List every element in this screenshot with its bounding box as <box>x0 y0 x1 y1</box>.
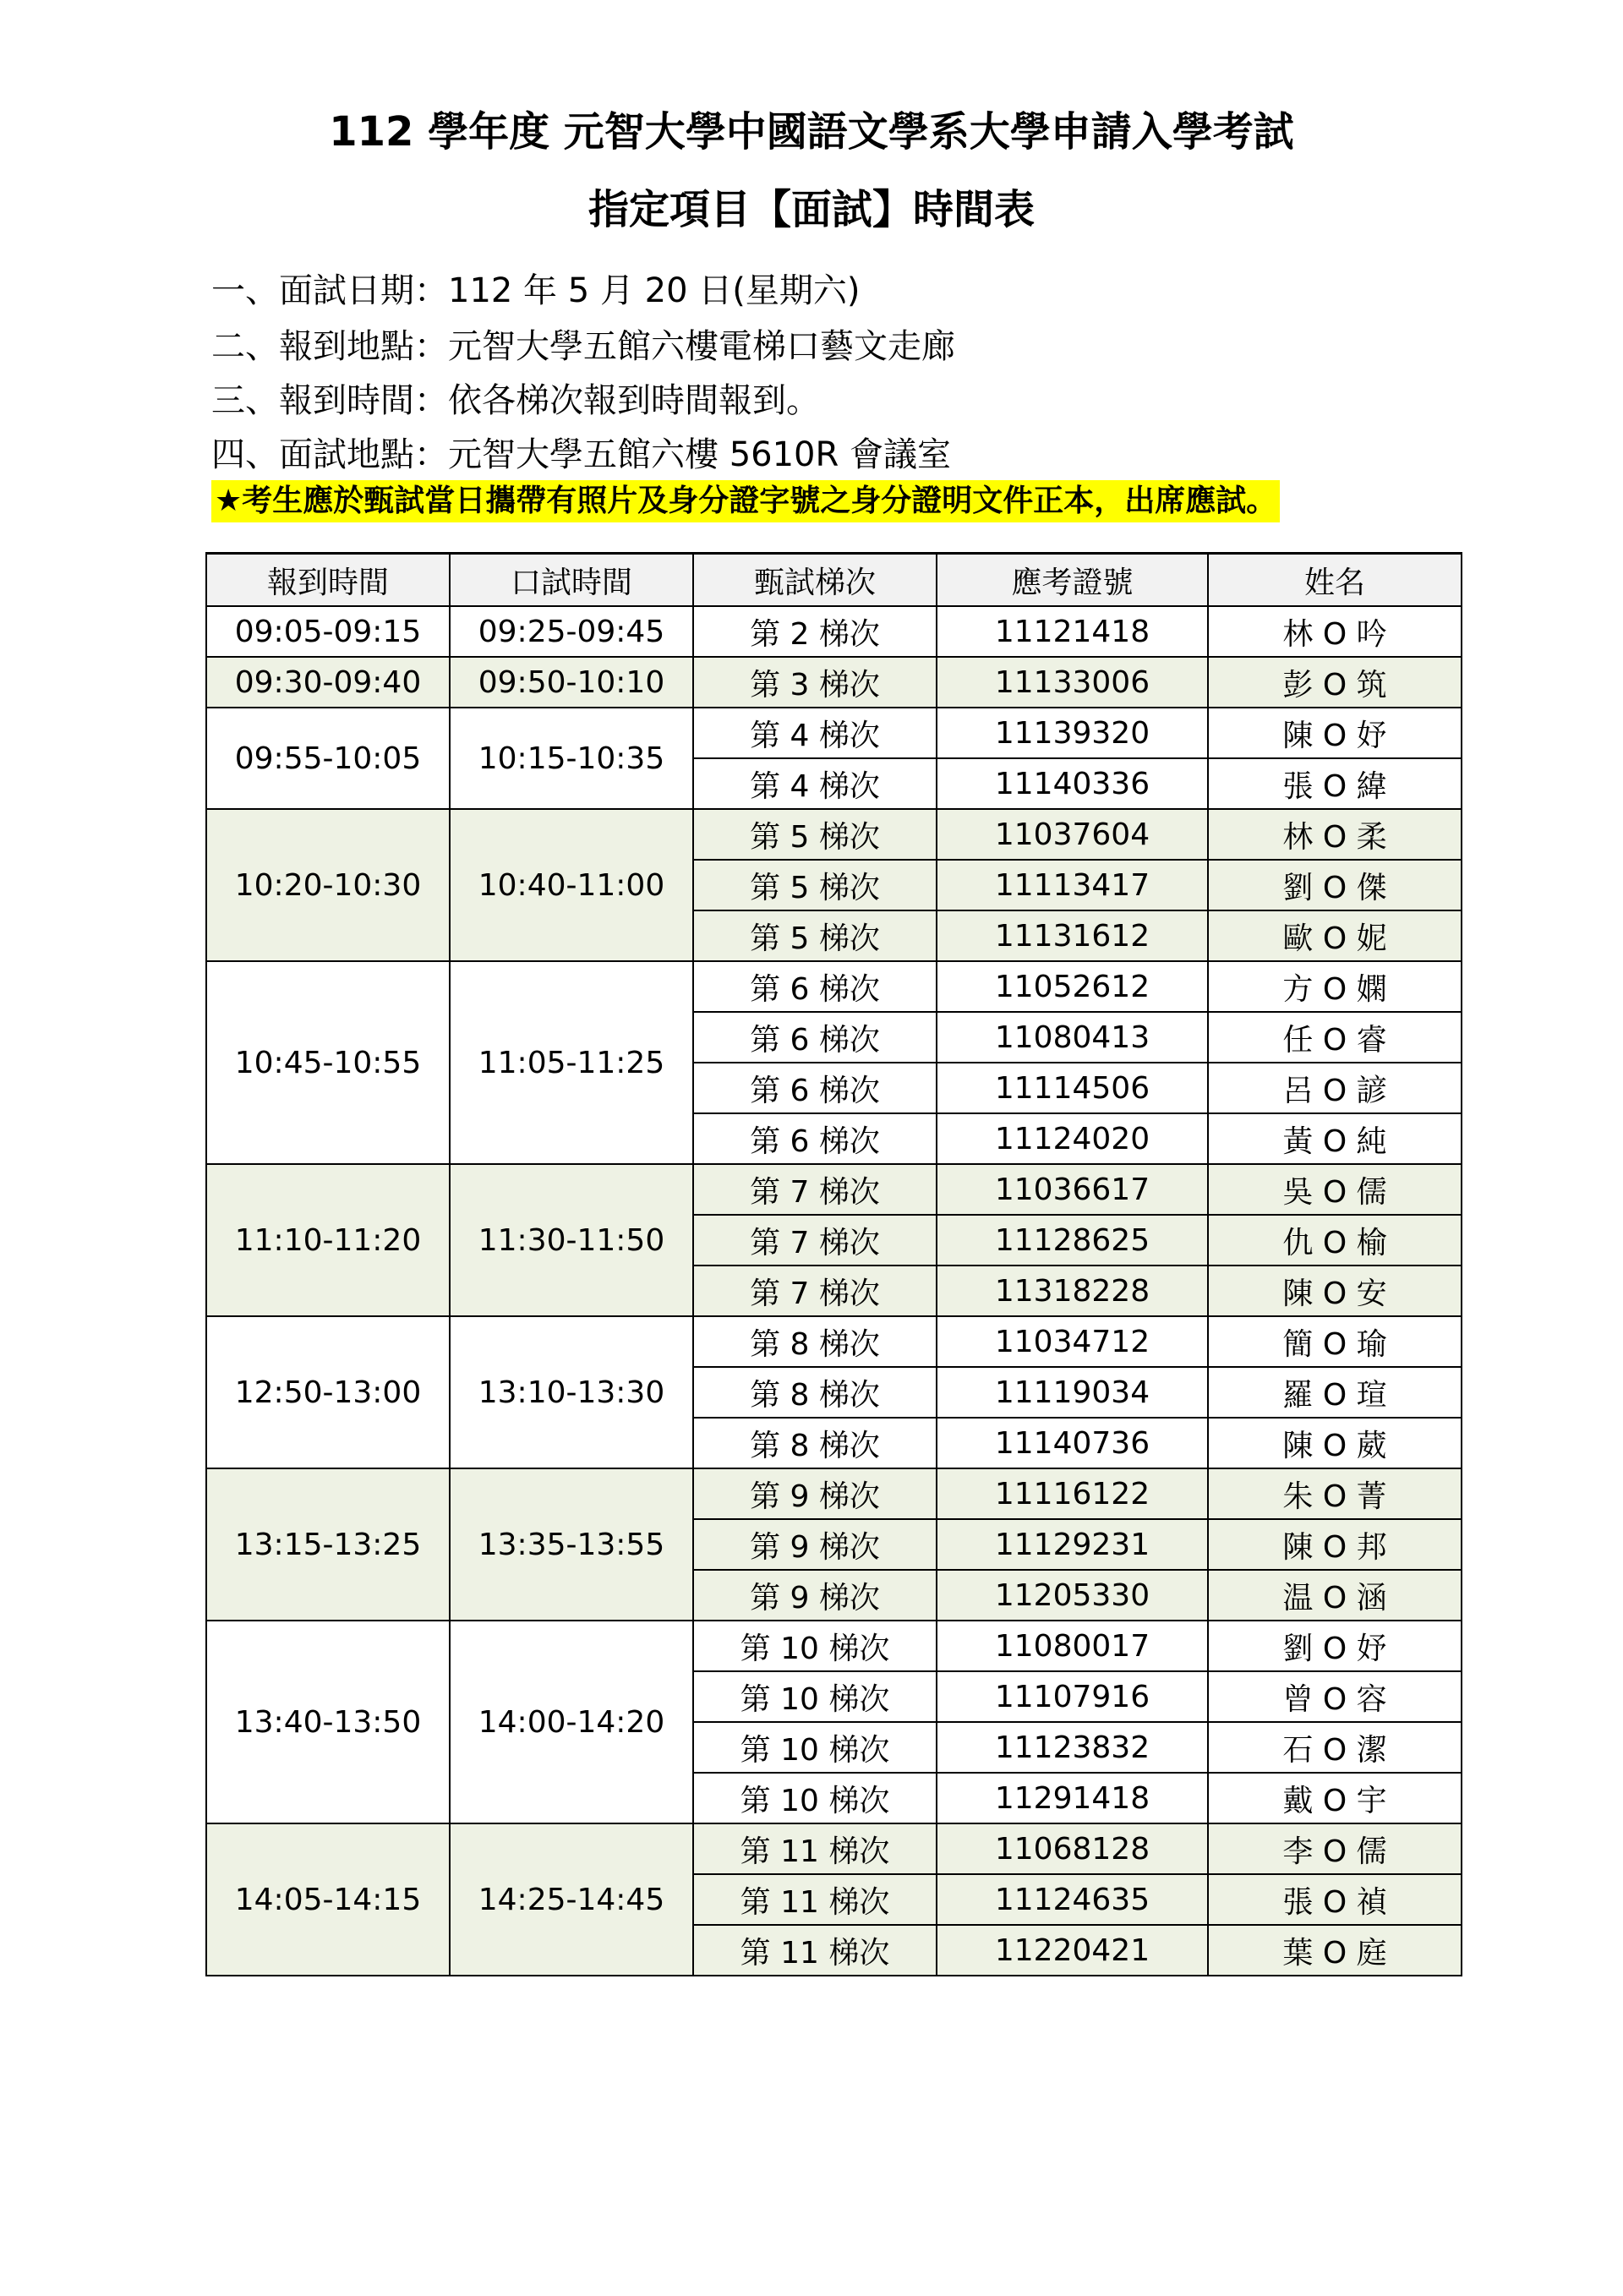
cell-batch: 第 5 梯次 <box>693 910 937 961</box>
info-checkin-location: 二、報到地點：元智大學五館六樓電梯口藝文走廊 <box>211 327 955 366</box>
cell-name: 葉 O 庭 <box>1208 1925 1462 1976</box>
cell-exam-id: 11124635 <box>937 1874 1208 1925</box>
cell-exam-id: 11034712 <box>937 1316 1208 1367</box>
cell-interview-time: 13:35-13:55 <box>450 1468 693 1621</box>
schedule-table <box>205 552 1462 1976</box>
cell-batch: 第 6 梯次 <box>693 1012 937 1063</box>
cell-exam-id: 11080017 <box>937 1621 1208 1671</box>
cell-batch: 第 7 梯次 <box>693 1215 937 1266</box>
cell-checkin-time: 10:45-10:55 <box>206 961 450 1164</box>
cell-exam-id: 11107916 <box>937 1671 1208 1722</box>
cell-batch: 第 11 梯次 <box>693 1823 937 1874</box>
cell-name: 陳 O 邦 <box>1208 1519 1462 1570</box>
header-batch: 甄試梯次 <box>693 554 937 607</box>
info-interview-date: 一、面試日期：112 年 5 月 20 日(星期六) <box>211 271 861 310</box>
cell-checkin-time: 10:20-10:30 <box>206 809 450 961</box>
cell-interview-time: 10:40-11:00 <box>450 809 693 961</box>
cell-batch: 第 4 梯次 <box>693 758 937 809</box>
cell-name: 呂 O 諺 <box>1208 1063 1462 1113</box>
cell-interview-time: 09:25-09:45 <box>450 606 693 657</box>
cell-batch: 第 9 梯次 <box>693 1570 937 1621</box>
header-name: 姓名 <box>1208 554 1462 607</box>
cell-batch: 第 9 梯次 <box>693 1468 937 1519</box>
cell-batch: 第 5 梯次 <box>693 809 937 860</box>
cell-name: 吳 O 儒 <box>1208 1164 1462 1215</box>
page-subtitle: 指定項目【面試】時間表 <box>587 186 1035 233</box>
cell-name: 張 O 緯 <box>1208 758 1462 809</box>
cell-name: 歐 O 妮 <box>1208 910 1462 961</box>
cell-exam-id: 11113417 <box>937 860 1208 910</box>
cell-batch: 第 10 梯次 <box>693 1722 937 1773</box>
cell-exam-id: 11291418 <box>937 1773 1208 1823</box>
cell-name: 林 O 柔 <box>1208 809 1462 860</box>
info-checkin-time: 三、報到時間：依各梯次報到時間報到。 <box>211 381 820 420</box>
cell-exam-id: 11128625 <box>937 1215 1208 1266</box>
cell-batch: 第 4 梯次 <box>693 708 937 758</box>
cell-exam-id: 11140736 <box>937 1418 1208 1468</box>
cell-checkin-time: 14:05-14:15 <box>206 1823 450 1976</box>
cell-exam-id: 11220421 <box>937 1925 1208 1976</box>
cell-exam-id: 11133006 <box>937 657 1208 708</box>
cell-interview-time: 11:05-11:25 <box>450 961 693 1164</box>
cell-name: 温 O 涵 <box>1208 1570 1462 1621</box>
cell-batch: 第 10 梯次 <box>693 1773 937 1823</box>
cell-batch: 第 8 梯次 <box>693 1418 937 1468</box>
cell-name: 羅 O 瑄 <box>1208 1367 1462 1418</box>
cell-batch: 第 10 梯次 <box>693 1621 937 1671</box>
table-row <box>206 1823 1462 1874</box>
cell-batch: 第 3 梯次 <box>693 657 937 708</box>
cell-name: 陳 O 葳 <box>1208 1418 1462 1468</box>
cell-name: 簡 O 瑜 <box>1208 1316 1462 1367</box>
cell-name: 方 O 嫻 <box>1208 961 1462 1012</box>
cell-exam-id: 11114506 <box>937 1063 1208 1113</box>
table-row <box>206 657 1462 708</box>
cell-interview-time: 14:25-14:45 <box>450 1823 693 1976</box>
table-row <box>206 606 1462 657</box>
cell-exam-id: 11129231 <box>937 1519 1208 1570</box>
cell-exam-id: 11121418 <box>937 606 1208 657</box>
cell-batch: 第 10 梯次 <box>693 1671 937 1722</box>
header-checkin-time: 報到時間 <box>206 554 450 607</box>
cell-interview-time: 13:10-13:30 <box>450 1316 693 1468</box>
cell-exam-id: 11123832 <box>937 1722 1208 1773</box>
cell-name: 林 O 吟 <box>1208 606 1462 657</box>
cell-name: 朱 O 菁 <box>1208 1468 1462 1519</box>
cell-name: 張 O 禎 <box>1208 1874 1462 1925</box>
table-row <box>206 1621 1462 1671</box>
cell-checkin-time: 09:30-09:40 <box>206 657 450 708</box>
cell-name: 仇 O 榆 <box>1208 1215 1462 1266</box>
cell-batch: 第 6 梯次 <box>693 1063 937 1113</box>
cell-name: 李 O 儒 <box>1208 1823 1462 1874</box>
cell-exam-id: 11124020 <box>937 1113 1208 1164</box>
cell-exam-id: 11068128 <box>937 1823 1208 1874</box>
cell-name: 陳 O 妤 <box>1208 708 1462 758</box>
cell-batch: 第 7 梯次 <box>693 1164 937 1215</box>
cell-exam-id: 11119034 <box>937 1367 1208 1418</box>
cell-exam-id: 11318228 <box>937 1266 1208 1316</box>
table-row <box>206 1316 1462 1367</box>
cell-exam-id: 11037604 <box>937 809 1208 860</box>
cell-exam-id: 11080413 <box>937 1012 1208 1063</box>
table-row <box>206 961 1462 1012</box>
cell-exam-id: 11140336 <box>937 758 1208 809</box>
info-interview-location: 四、面試地點：元智大學五館六樓 5610R 會議室 <box>211 435 952 474</box>
page-title: 112 學年度 元智大學中國語文學系大學申請入學考試 <box>329 108 1294 156</box>
header-interview-time: 口試時間 <box>450 554 693 607</box>
cell-name: 任 O 睿 <box>1208 1012 1462 1063</box>
table-row <box>206 708 1462 758</box>
cell-name: 曾 O 容 <box>1208 1671 1462 1722</box>
highlighted-notice: ★考生應於甄試當日攜帶有照片及身分證字號之身分證明文件正本，出席應試。 <box>211 480 1280 522</box>
cell-batch: 第 2 梯次 <box>693 606 937 657</box>
cell-exam-id: 11139320 <box>937 708 1208 758</box>
cell-batch: 第 11 梯次 <box>693 1874 937 1925</box>
cell-checkin-time: 09:55-10:05 <box>206 708 450 809</box>
cell-checkin-time: 09:05-09:15 <box>206 606 450 657</box>
header-exam-id: 應考證號 <box>937 554 1208 607</box>
cell-batch: 第 6 梯次 <box>693 1113 937 1164</box>
cell-interview-time: 11:30-11:50 <box>450 1164 693 1316</box>
table-row <box>206 809 1462 860</box>
cell-name: 劉 O 傑 <box>1208 860 1462 910</box>
table-header-row <box>206 554 1462 607</box>
cell-checkin-time: 11:10-11:20 <box>206 1164 450 1316</box>
cell-interview-time: 10:15-10:35 <box>450 708 693 809</box>
cell-checkin-time: 12:50-13:00 <box>206 1316 450 1468</box>
cell-batch: 第 7 梯次 <box>693 1266 937 1316</box>
cell-batch: 第 8 梯次 <box>693 1316 937 1367</box>
cell-batch: 第 5 梯次 <box>693 860 937 910</box>
cell-batch: 第 8 梯次 <box>693 1367 937 1418</box>
cell-exam-id: 11036617 <box>937 1164 1208 1215</box>
cell-exam-id: 11205330 <box>937 1570 1208 1621</box>
cell-name: 戴 O 宇 <box>1208 1773 1462 1823</box>
cell-name: 石 O 潔 <box>1208 1722 1462 1773</box>
cell-batch: 第 11 梯次 <box>693 1925 937 1976</box>
cell-name: 彭 O 筑 <box>1208 657 1462 708</box>
cell-name: 劉 O 妤 <box>1208 1621 1462 1671</box>
table-row <box>206 1468 1462 1519</box>
cell-checkin-time: 13:40-13:50 <box>206 1621 450 1823</box>
cell-interview-time: 09:50-10:10 <box>450 657 693 708</box>
table-row <box>206 1164 1462 1215</box>
cell-batch: 第 9 梯次 <box>693 1519 937 1570</box>
cell-name: 黃 O 純 <box>1208 1113 1462 1164</box>
cell-exam-id: 11131612 <box>937 910 1208 961</box>
table-body <box>206 606 1462 1976</box>
cell-exam-id: 11052612 <box>937 961 1208 1012</box>
cell-interview-time: 14:00-14:20 <box>450 1621 693 1823</box>
cell-checkin-time: 13:15-13:25 <box>206 1468 450 1621</box>
cell-exam-id: 11116122 <box>937 1468 1208 1519</box>
cell-name: 陳 O 安 <box>1208 1266 1462 1316</box>
cell-batch: 第 6 梯次 <box>693 961 937 1012</box>
